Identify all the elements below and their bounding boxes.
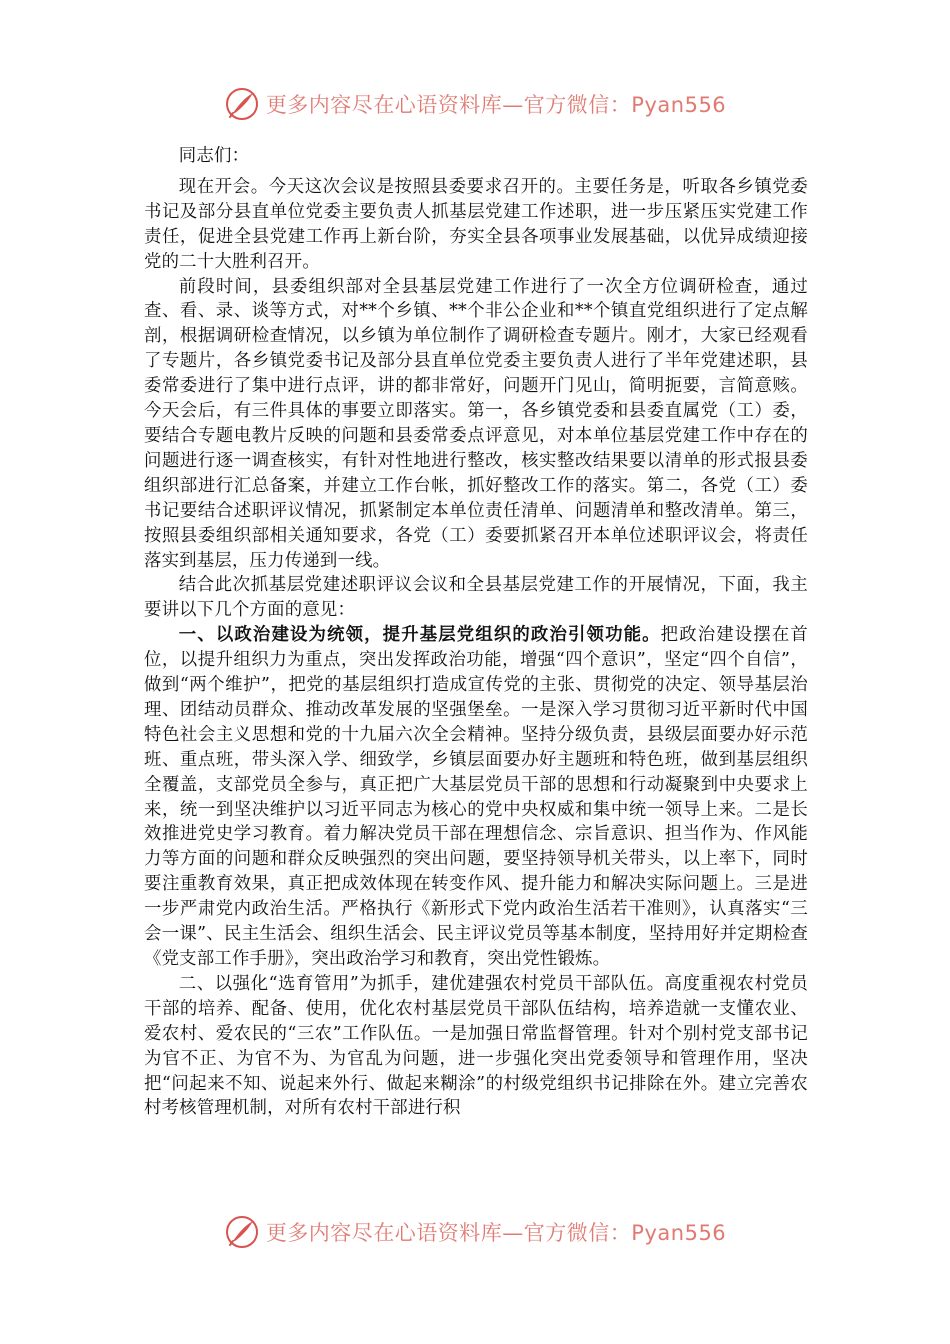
feather-pen-logo-icon: [224, 86, 260, 122]
feather-pen-logo-icon: [224, 1214, 260, 1250]
watermark-banner-bottom: [0, 1212, 950, 1252]
watermark-text: 更多内容尽在心语资料库—官方微信：Pyan556: [265, 93, 727, 117]
watermark-banner-top: [0, 84, 950, 124]
paragraph-background: 前段时间，县委组织部对全县基层党建工作进行了一次全方位调研检查，通过查、看、录、谈等方式，对**个乡镇、**个非公企业和**个镇直党组织进行了定点解剖，根据调研检查情况，以乡镇为单位制作了调研检查专题片。刚才，大家已经观看了专题片，各乡镇党委书记及部分县直单位党委主要负责人进行了半年党建述职，县委常委进行了集中进行点评，讲的都非常好，问题开门见山，简明扼要，言简意赅。今天会后，有三件具体的事要立即落实。第一，各乡镇党委和县委直属党（工）委，要结合专题电教片反映的问题和县委常委点评意见，对本单位基层党建工作中存在的问题进行逐一调查核实，有针对性地进行整改，核实整改结果要以清单的形式报县委组织部进行汇总备案，并建立工作台帐，抓好整改工作的落实。第二，各党（工）委书记要结合述职评议情况，抓紧制定本单位责任清单、问题清单和整改清单。第三，按照县委组织部相关通知要求，各党（工）委要抓紧召开本单位述职评议会，将责任落实到基层，压力传递到一线。: [144, 276, 808, 571]
salutation: 同志们：: [178, 146, 250, 166]
section-1-paragraph: [144, 623, 808, 972]
watermark-text: 更多内容尽在心语资料库—官方微信：Pyan556: [265, 1221, 727, 1245]
section-2-paragraph: 二、以强化“选育管用”为抓手，建优建强农村党员干部队伍。高度重视农村党员干部的培养、配备、使用，优化农村基层党员干部队伍结构，培养造就一支懂农业、爱农村、爱农民的“三农”工作队伍。一是加强日常监督管理。针对个别村党支部书记为官不正、为官不为、为官乱为问题，进一步强化突出党委领导和管理作用，坚决把“问起来不知、说起来外行、做起来糊涂”的村级党组织书记排除在外。建立完善农村考核管理机制，对所有农村干部进行积: [144, 973, 808, 1119]
paragraph-opening: 现在开会。今天这次会议是按照县委要求召开的。主要任务是，听取各乡镇党委书记及部分县直单位党委主要负责人抓基层党建工作述职，进一步压紧压实党建工作责任，促进全县党建工作再上新台阶，夯实全县各项事业发展基础，以优异成绩迎接党的二十大胜利召开。: [144, 176, 808, 272]
section-1-body: 把政治建设摆在首位，以提升组织力为重点，突出发挥政治功能，增强“四个意识”，坚定“四个自信”，做到“两个维护”，把党的基层组织打造成宣传党的主张、贯彻党的决定、领导基层治理、团结动员群众、推动改革发展的坚强堡垒。一是深入学习贯彻习近平新时代中国特色社会主义思想和党的十九届六次全会精神。坚持分级负责，县级层面要办好示范班、重点班，带头深入学、细致学，乡镇层面要办好主题班和特色班，做到基层组织全覆盖，支部党员全参与，真正把广大基层党员干部的思想和行动凝聚到中央要求上来，统一到坚决维护以习近平同志为核心的党中央权威和集中统一领导上来。二是长效推进党史学习教育。着力解决党员干部在理想信念、宗旨意识、担当作为、作风能力等方面的问题和群众反映强烈的突出问题，要坚持领导机关带头，以上率下，同时要注重教育效果，真正把成效体现在转变作风、提升能力和解决实际问题上。三是进一步严肃党内政治生活。严格执行《新形式下党内政治生活若干准则》，认真落实“三会一课”、民主生活会、组织生活会、民主评议党员等基本制度，坚持用好并定期检查《党支部工作手册》，突出政治学习和教育，突出党性锻炼。: [144, 625, 808, 969]
document-body: [144, 144, 808, 1121]
section-1-heading: 一、以政治建设为统领，提升基层党组织的政治引领功能。: [178, 625, 661, 646]
paragraph-transition: 结合此次抓基层党建述职评议会议和全县基层党建工作的开展情况，下面，我主要讲以下几个方面的意见：: [144, 575, 808, 621]
